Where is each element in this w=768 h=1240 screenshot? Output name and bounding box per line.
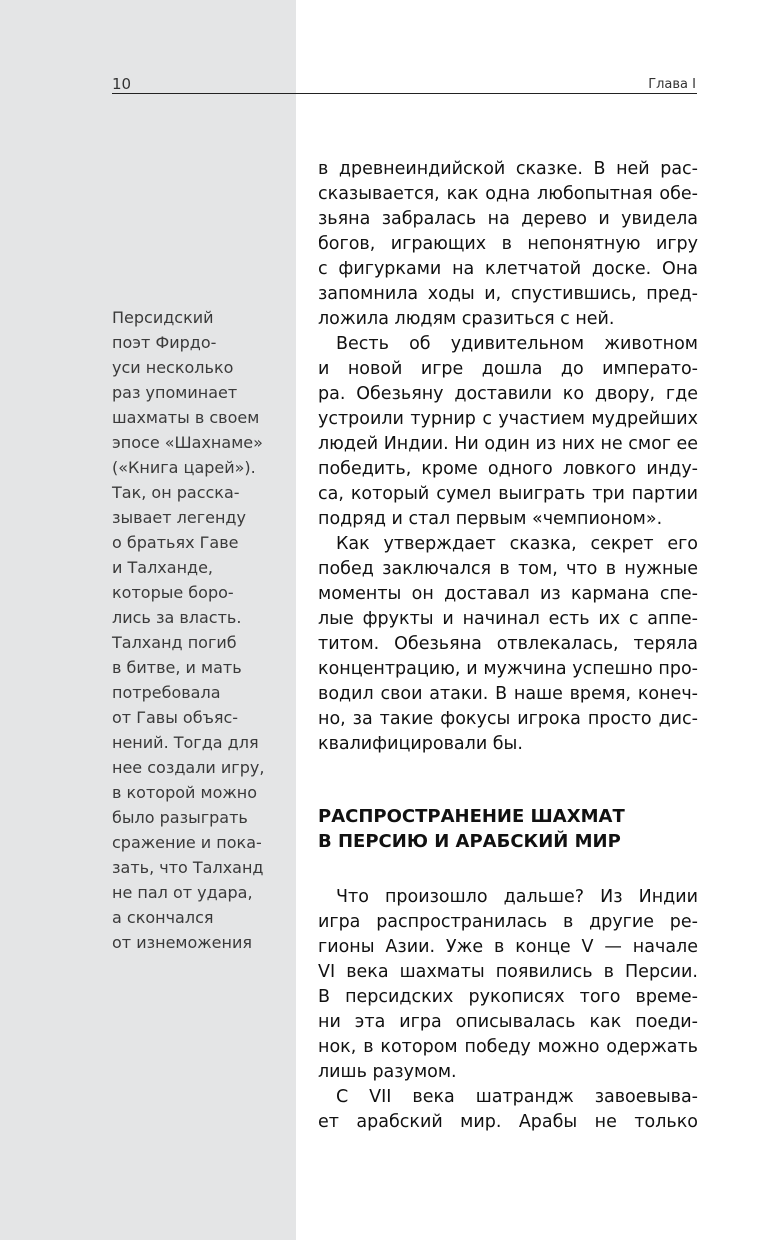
sidebar-line: Персидский: [112, 308, 214, 327]
sidebar-line: зывает легенду: [112, 508, 246, 527]
text-line: но, за такие фокусы игрока просто дис-: [318, 709, 698, 729]
text-line: водил свои атаки. В наше время, конеч-: [318, 684, 698, 704]
text-line: концентрацию, и мужчина успешно про-: [318, 659, 698, 679]
sidebar-line: от Гавы объяс-: [112, 708, 239, 727]
text-line: моменты он доставал из кармана спе-: [318, 584, 698, 604]
text-line: Весть об удивительном животном: [336, 334, 698, 354]
text-line: ни эта игра описывалась как поеди-: [318, 1012, 698, 1032]
text-line: С VII века шатрандж завоевыва-: [336, 1087, 698, 1107]
text-line: подряд и стал первым «чемпионом».: [318, 509, 663, 529]
paragraph-spread: [318, 885, 698, 1085]
text-line: побед заключался в том, что в нужные: [318, 559, 698, 579]
sidebar-line: потребовала: [112, 683, 221, 702]
heading-line: РАСПРОСТРАНЕНИЕ ШАХМАТ: [318, 806, 625, 827]
sidebar-line: и Талханде,: [112, 558, 214, 577]
sidebar-note: [112, 305, 292, 955]
paragraph-tournament: [318, 332, 698, 532]
sidebar-line: не пал от удара,: [112, 883, 253, 902]
text-line: и новой игре дошла до императо-: [318, 359, 698, 379]
heading-line: В ПЕРСИЮ И АРАБСКИЙ МИР: [318, 831, 621, 852]
sidebar-line: нее создали игру,: [112, 758, 265, 777]
sidebar-line: Так, он расска-: [112, 483, 240, 502]
paragraph-secret: [318, 532, 698, 757]
text-line: квалифицировали бы.: [318, 734, 523, 754]
sidebar-line: уси несколько: [112, 358, 234, 377]
text-line: В персидских рукописях того време-: [318, 987, 698, 1007]
sidebar-line: в битве, и мать: [112, 658, 242, 677]
sidebar-line: в которой можно: [112, 783, 258, 802]
text-line: титом. Обезьяна отвлекалась, теряла: [318, 634, 698, 654]
sidebar-line: нений. Тогда для: [112, 733, 259, 752]
text-line: нок, в котором победу можно одержать: [318, 1037, 698, 1057]
sidebar-line: которые боро-: [112, 583, 234, 602]
text-line: людей Индии. Ни один из них не смог ее: [318, 434, 699, 454]
text-line: VI века шахматы появились в Персии.: [318, 962, 698, 982]
text-line: игра распространилась в другие ре-: [318, 912, 698, 932]
text-line: победить, кроме одного ловкого инду-: [318, 459, 698, 479]
sidebar-line: («Книга царей»).: [112, 458, 256, 477]
text-line: с фигурками на клетчатой доске. Она: [318, 259, 698, 279]
sidebar-line: зать, что Талханд: [112, 858, 264, 877]
text-line: Как утверждает сказка, секрет его: [336, 534, 698, 554]
text-line: ложила людям сразиться с ней.: [318, 309, 615, 329]
sidebar-line: сражение и пока-: [112, 833, 262, 852]
section-heading: [318, 804, 698, 854]
sidebar-line: о братьях Гаве: [112, 533, 239, 552]
sidebar-line: раз упоминает: [112, 383, 238, 402]
text-line: в древнеиндийской сказке. В ней рас-: [318, 159, 698, 179]
sidebar-line: поэт Фирдо-: [112, 333, 217, 352]
sidebar-line: от изнеможения: [112, 933, 253, 952]
sidebar-line: а скончался: [112, 908, 214, 927]
main-text-column: [318, 157, 698, 1135]
sidebar-line: эпосе «Шахнаме»: [112, 433, 263, 452]
text-line: са, который сумел выиграть три партии: [318, 484, 698, 504]
text-line: запомнила ходы и, спустившись, пред-: [318, 284, 698, 304]
paragraph-arab-world: [318, 1085, 698, 1135]
sidebar-line: шахматы в своем: [112, 408, 260, 427]
sidebar-line: Талханд погиб: [112, 633, 237, 652]
text-line: лишь разумом.: [318, 1062, 457, 1082]
text-line: богов, играющих в непонятную игру: [318, 234, 698, 254]
page-number: 10: [112, 75, 132, 93]
text-line: сказывается, как одна любопытная обе-: [318, 184, 698, 204]
text-line: ет арабский мир. Арабы не только: [318, 1112, 698, 1132]
text-line: лые фрукты и начинал есть их с аппе-: [318, 609, 698, 629]
text-line: ра. Обезьяну доставили ко двору, где: [318, 384, 698, 404]
chapter-title: Глава I: [648, 77, 696, 92]
text-line: устроили турнир с участием мудрейших: [318, 409, 698, 429]
header-rule: [112, 93, 697, 94]
sidebar-line: лись за власть.: [112, 608, 242, 627]
text-line: зьяна забралась на дерево и увидела: [318, 209, 698, 229]
text-line: гионы Азии. Уже в конце V — начале: [318, 937, 698, 957]
sidebar-line: было разыграть: [112, 808, 248, 827]
text-line: Что произошло дальше? Из Индии: [336, 887, 698, 907]
paragraph-fairy-tale: [318, 157, 698, 332]
